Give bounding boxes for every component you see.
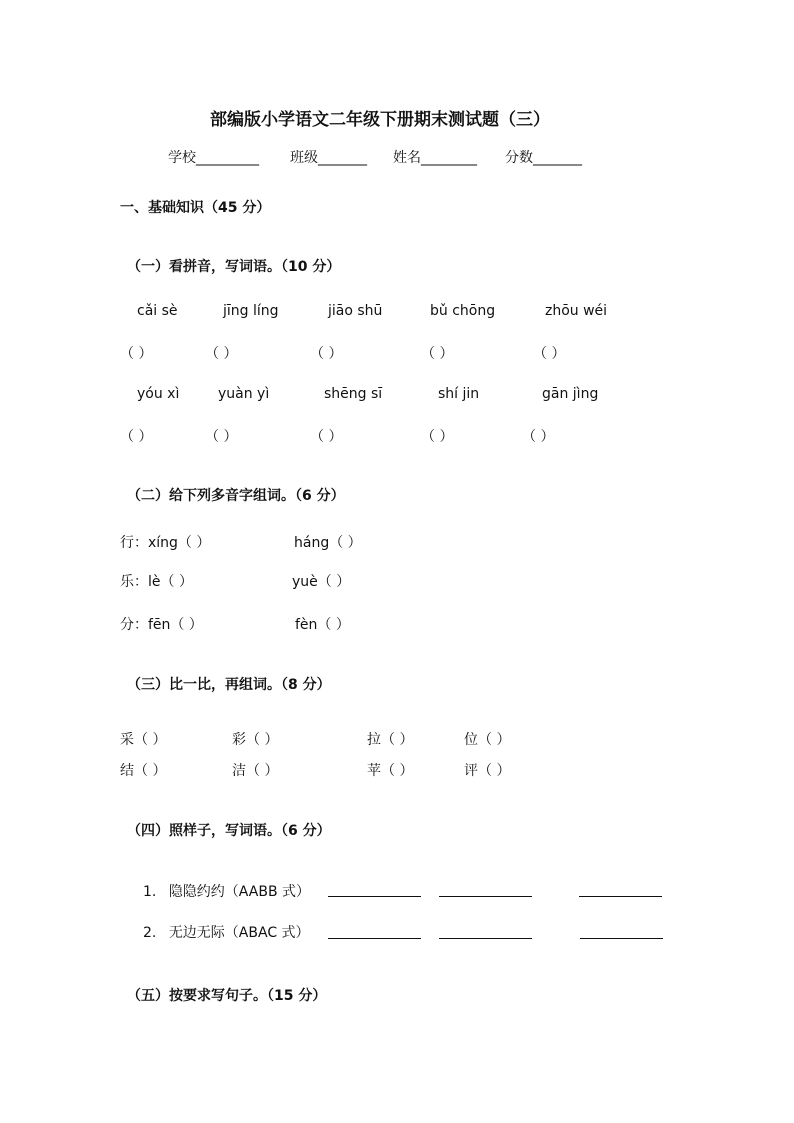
answer-paren: （ ） (522, 429, 555, 445)
pinyin-2-4: shí jin (438, 386, 480, 402)
item-text: 隐隐约约（AABB 式） (168, 884, 311, 900)
polyphone-item: háng（ ） (294, 535, 362, 551)
part-4-title: （四）照样子，写词语。（6 分） (127, 823, 331, 839)
item-number: 1. (143, 884, 157, 900)
example-item-1 (143, 881, 310, 901)
answer-line (579, 896, 662, 897)
score-label: 分数 (505, 150, 533, 166)
compare-item: 采（ ） (120, 732, 167, 748)
info-class (290, 147, 367, 167)
example-item-2 (143, 922, 310, 942)
polyphone-item: 行：xíng（ ） (120, 535, 211, 551)
answer-paren: （ ） (205, 346, 238, 362)
name-blank: ________ (421, 150, 477, 166)
info-name (393, 147, 477, 167)
name-label: 姓名 (393, 150, 421, 166)
answer-paren: （ ） (205, 429, 238, 445)
school-blank: _________ (196, 150, 259, 166)
answer-line (580, 938, 663, 939)
pinyin-1-4: bǔ chōng (430, 303, 496, 319)
answer-line (439, 896, 532, 897)
compare-item: 苹（ ） (367, 763, 414, 779)
pinyin-2-3: shēng sī (324, 386, 383, 402)
part-1-title: （一）看拼音，写词语。（10 分） (127, 259, 341, 275)
answer-paren: （ ） (120, 346, 153, 362)
polyphone-item: 乐：lè（ ） (120, 574, 193, 590)
pinyin-1-1: cǎi sè (137, 303, 178, 319)
answer-paren: （ ） (120, 429, 153, 445)
compare-item: 评（ ） (464, 763, 511, 779)
polyphone-item: 分：fēn（ ） (120, 617, 203, 633)
item-text: 无边无际（ABAC 式） (168, 925, 310, 941)
part-3-title: （三）比一比，再组词。（8 分） (127, 677, 331, 693)
compare-item: 拉（ ） (367, 732, 414, 748)
pinyin-2-1: yóu xì (137, 386, 180, 402)
answer-paren: （ ） (421, 346, 454, 362)
pinyin-1-3: jiāo shū (328, 303, 383, 319)
answer-paren: （ ） (310, 429, 343, 445)
page-title: 部编版小学语文二年级下册期末测试题（三） (210, 110, 550, 130)
answer-paren: （ ） (533, 346, 566, 362)
polyphone-item: yuè（ ） (292, 574, 351, 590)
pinyin-2-2: yuàn yì (218, 386, 270, 402)
answer-line (439, 938, 532, 939)
polyphone-item: fèn（ ） (295, 617, 350, 633)
pinyin-1-5: zhōu wéi (545, 303, 608, 319)
section-1-title: 一、基础知识（45 分） (120, 200, 271, 216)
part-5-title: （五）按要求写句子。（15 分） (127, 988, 327, 1004)
item-number: 2. (143, 925, 157, 941)
answer-paren: （ ） (421, 429, 454, 445)
class-label: 班级 (290, 150, 318, 166)
info-score (505, 147, 582, 167)
pinyin-2-5: gān jìng (542, 386, 599, 402)
part-2-title: （二）给下列多音字组词。（6 分） (127, 488, 345, 504)
answer-line (328, 896, 421, 897)
school-label: 学校 (168, 150, 196, 166)
compare-item: 洁（ ） (232, 763, 279, 779)
class-blank: _______ (318, 150, 367, 166)
info-school (168, 147, 259, 167)
answer-paren: （ ） (310, 346, 343, 362)
pinyin-1-2: jīng líng (223, 303, 279, 319)
answer-line (328, 938, 421, 939)
compare-item: 位（ ） (464, 732, 511, 748)
score-blank: _______ (533, 150, 582, 166)
compare-item: 彩（ ） (232, 732, 279, 748)
compare-item: 结（ ） (120, 763, 167, 779)
